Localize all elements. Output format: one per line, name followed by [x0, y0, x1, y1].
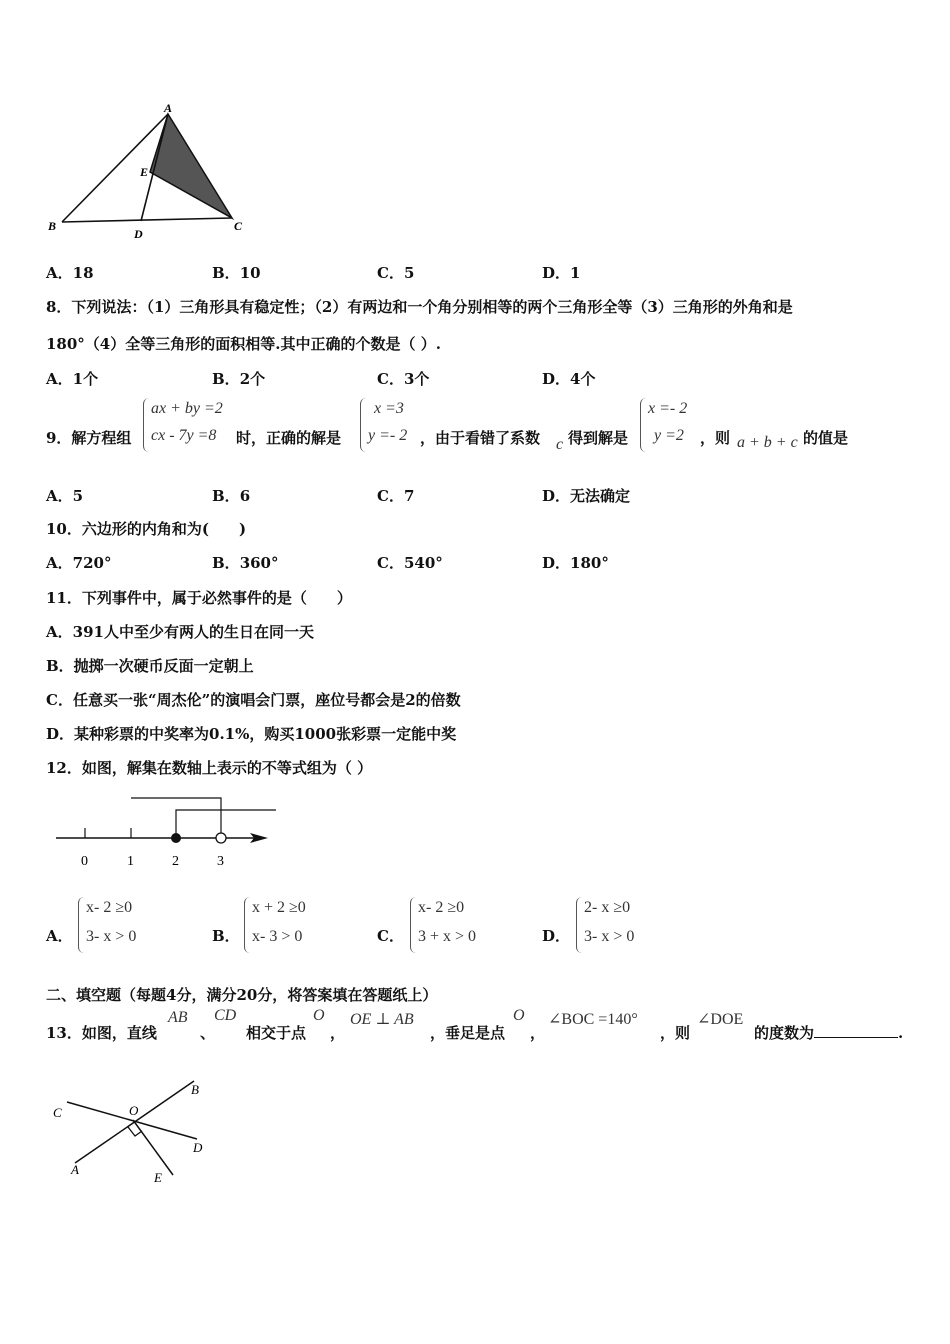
q9-option-b: B．6	[212, 487, 251, 505]
ray-oe	[133, 1120, 173, 1175]
q8-stem-line1: 8．下列说法：（1）三角形具有稳定性；（2）有两边和一个角分别相等的两个三角形全等（3）三角形的外角和是	[46, 298, 793, 316]
q9-option-d: D．无法确定	[542, 487, 631, 505]
q12-option-d-row-2: 3- x > 0	[584, 928, 635, 945]
q12-option-d-row-1: 2- x ≥0	[584, 899, 631, 916]
q9-system-3-row-2: y =2	[654, 427, 684, 444]
q13-answer-blank[interactable]	[814, 1023, 898, 1038]
q9-text-3: ，由于看错了系数	[420, 429, 541, 447]
q9-option-a: A．5	[46, 487, 84, 505]
q9-system-1-row-1: ax + by =2	[151, 400, 223, 417]
open-dot-3	[216, 833, 226, 843]
fig-label-o: O	[129, 1103, 139, 1118]
q10-option-b: B．360°	[212, 554, 279, 572]
label-d: D	[134, 227, 143, 241]
q9-system-3-row-1: x =- 2	[648, 400, 688, 417]
triangle-figure	[40, 100, 260, 245]
q9-coef-c: c	[556, 436, 564, 453]
q7-option-c: C．5	[377, 264, 415, 282]
q13-point-o-2: O	[513, 1007, 525, 1024]
q9-text-5: ，则	[700, 429, 731, 447]
tick-label-2: 2	[172, 854, 179, 869]
label-b: B	[48, 219, 57, 233]
q13-comma-1: ，	[330, 1024, 346, 1042]
q7-option-a: A．18	[46, 264, 94, 282]
q12-option-d-system	[576, 897, 666, 953]
q13-text-1: 13．如图，直线	[46, 1024, 157, 1042]
q9-text-1: 9．解方程组	[46, 429, 132, 447]
q9-system-1	[143, 398, 243, 452]
q12-option-c-system	[410, 897, 500, 953]
closed-dot-2	[171, 833, 181, 843]
q11-option-a: A．391人中至少有两人的生日在同一天	[46, 623, 314, 641]
q13-separator: 、	[200, 1024, 216, 1042]
q9-text-4: 得到解是	[568, 429, 629, 447]
q11-option-c: C．任意买一张“周杰伦”的演唱会门票，座位号都会是2的倍数	[46, 691, 461, 709]
q12-option-c-row-1: x- 2 ≥0	[418, 899, 465, 916]
q12-option-a-row-1: x- 2 ≥0	[86, 899, 133, 916]
q9-system-2-row-1: x =3	[374, 400, 404, 417]
q13-text-2: 相交于点	[246, 1024, 307, 1042]
intersecting-lines-figure	[45, 1070, 225, 1190]
q12-option-d-letter: D．	[542, 927, 571, 945]
q12-option-c-letter: C．	[377, 927, 404, 945]
q10-option-d: D．180°	[542, 554, 609, 572]
q12-option-a-letter: A．	[46, 927, 73, 945]
q12-option-b-row-1: x + 2 ≥0	[252, 899, 306, 916]
q12-option-b-letter: B．	[212, 927, 240, 945]
number-line-figure	[50, 790, 280, 875]
q8-option-d: D．4个	[542, 370, 596, 388]
q10-stem: 10．六边形的内角和为( )	[46, 520, 247, 538]
q9-system-2-row-2: y =- 2	[368, 427, 408, 444]
q13-perpendicular: OE ⊥ AB	[350, 1011, 414, 1028]
q7-option-b: B．10	[212, 264, 261, 282]
q10-option-a: A．720°	[46, 554, 112, 572]
q13-text-5: 的度数为 .	[754, 1024, 904, 1042]
q9-text-2: 时，正确的解是	[236, 429, 342, 447]
q12-option-a-system	[78, 897, 168, 953]
q12-option-b-row-2: x- 3 > 0	[252, 928, 303, 945]
q11-stem: 11．下列事件中，属于必然事件的是（ ）	[46, 589, 352, 607]
label-e: E	[140, 165, 149, 179]
q8-option-b: B．2个	[212, 370, 266, 388]
q8-option-a: A．1个	[46, 370, 99, 388]
q11-option-d: D．某种彩票的中奖率为0.1%，购买1000张彩票一定能中奖	[46, 725, 457, 743]
fig-label-d: D	[193, 1140, 203, 1155]
q13-angle-boc: ∠BOC =140°	[548, 1011, 638, 1028]
q12-stem: 12．如图，解集在数轴上表示的不等式组为（ ）	[46, 759, 373, 777]
q10-option-c: C．540°	[377, 554, 443, 572]
q13-comma-2: ，	[530, 1024, 546, 1042]
fig-label-a: A	[71, 1162, 79, 1177]
label-c: C	[234, 219, 243, 233]
q13-line-cd: CD	[214, 1007, 237, 1024]
q9-text-6: 的值是	[803, 429, 849, 447]
q12-option-c-row-2: 3 + x > 0	[418, 928, 477, 945]
q13-text-4: ，则	[660, 1024, 691, 1042]
q13-point-o-1: O	[313, 1007, 325, 1024]
q9-expr: a + b + c	[737, 434, 798, 451]
tick-label-3: 3	[217, 854, 224, 869]
tick-label-1: 1	[127, 854, 134, 869]
q13-angle-doe: ∠DOE	[697, 1011, 744, 1028]
shaded-triangle-aec	[150, 114, 232, 218]
q13-line-ab: AB	[168, 1009, 188, 1026]
q8-stem-line2: 180°（4）全等三角形的面积相等.其中正确的个数是（ ）.	[46, 335, 441, 353]
fig-label-e: E	[154, 1170, 162, 1185]
q13-text-3: ，垂足是点	[430, 1024, 506, 1042]
tick-label-0: 0	[81, 854, 88, 869]
section-2-title: 二、填空题（每题4分，满分20分，将答案填在答题纸上）	[46, 986, 438, 1004]
label-a: A	[164, 101, 173, 115]
side-bc	[62, 218, 232, 222]
q9-system-1-row-2: cx - 7y =8	[151, 427, 217, 444]
q12-option-b-system	[244, 897, 334, 953]
q7-option-d: D．1	[542, 264, 581, 282]
fig-label-c: C	[53, 1105, 62, 1120]
solution-bracket-from-2	[176, 810, 276, 838]
q8-option-c: C．3个	[377, 370, 430, 388]
q11-option-b: B．抛掷一次硬币反面一定朝上	[46, 657, 254, 675]
q12-option-a-row-2: 3- x > 0	[86, 928, 137, 945]
fig-label-b: B	[191, 1082, 199, 1097]
q9-option-c: C．7	[377, 487, 415, 505]
